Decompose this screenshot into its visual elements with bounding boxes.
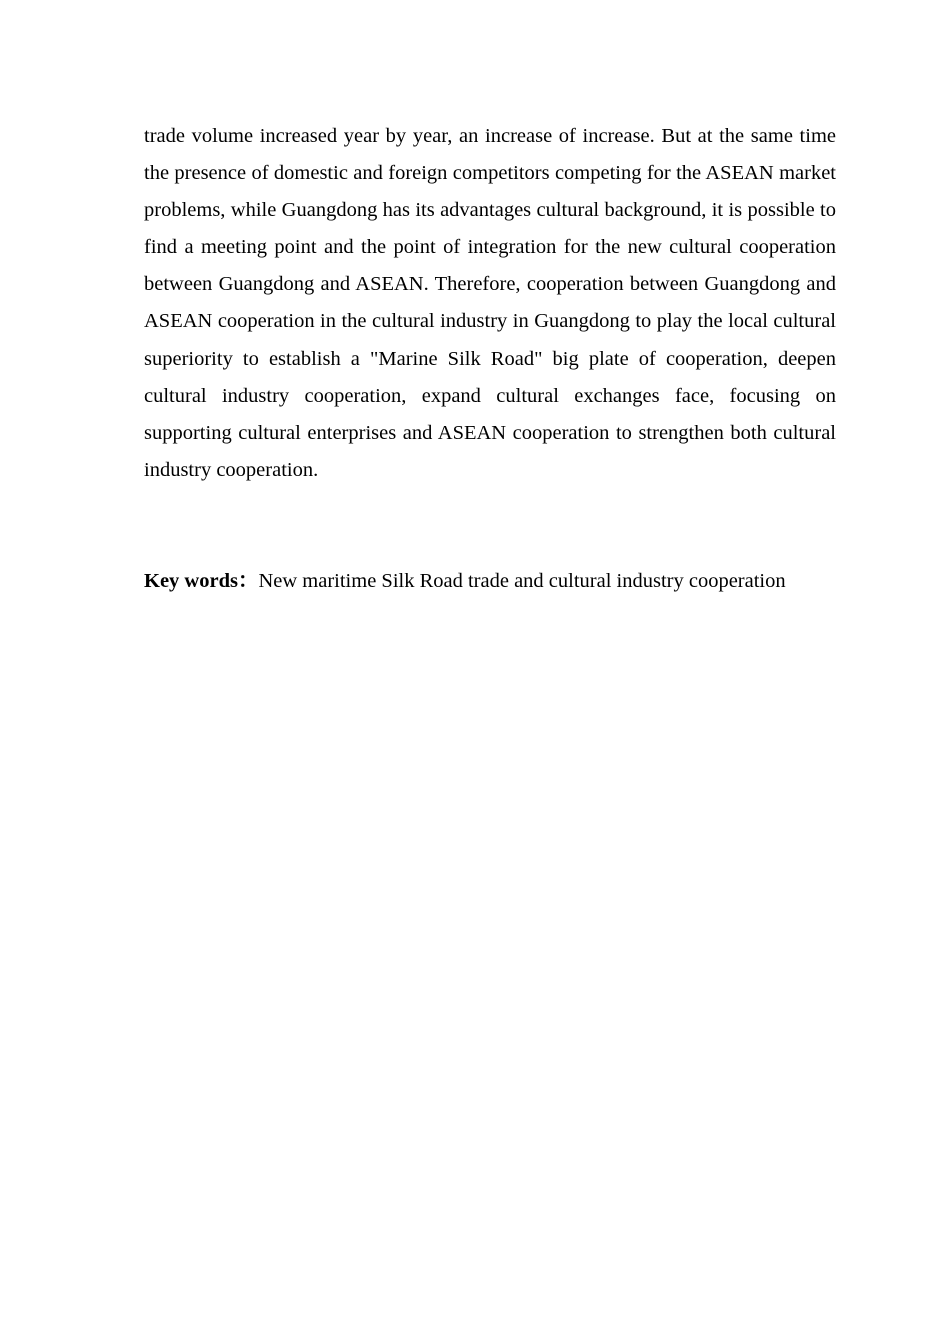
keywords-value: New maritime Silk Road trade and cultural industry cooperation	[258, 570, 786, 592]
keywords-line	[144, 563, 844, 600]
keywords-label: Key words：	[144, 570, 259, 592]
abstract-paragraph: trade volume increased year by year, an increase of increase. But at the same time the presence of domestic and foreign competitors competing for the ASEAN market problems, while Guangdong has its advantages cultural background, it is possible to find a meeting point and the point of integration for the new cultural cooperation between Guangdong and ASEAN. Therefore, cooperation between Guangdong and ASEAN cooperation in the cultural industry in Guangdong to play the local cultural superiority to establish a "Marine Silk Road" big plate of cooperation, deepen cultural industry cooperation, expand cultural exchanges face, focusing on supporting cultural enterprises and ASEAN cooperation to strengthen both cultural industry cooperation.	[144, 125, 836, 481]
